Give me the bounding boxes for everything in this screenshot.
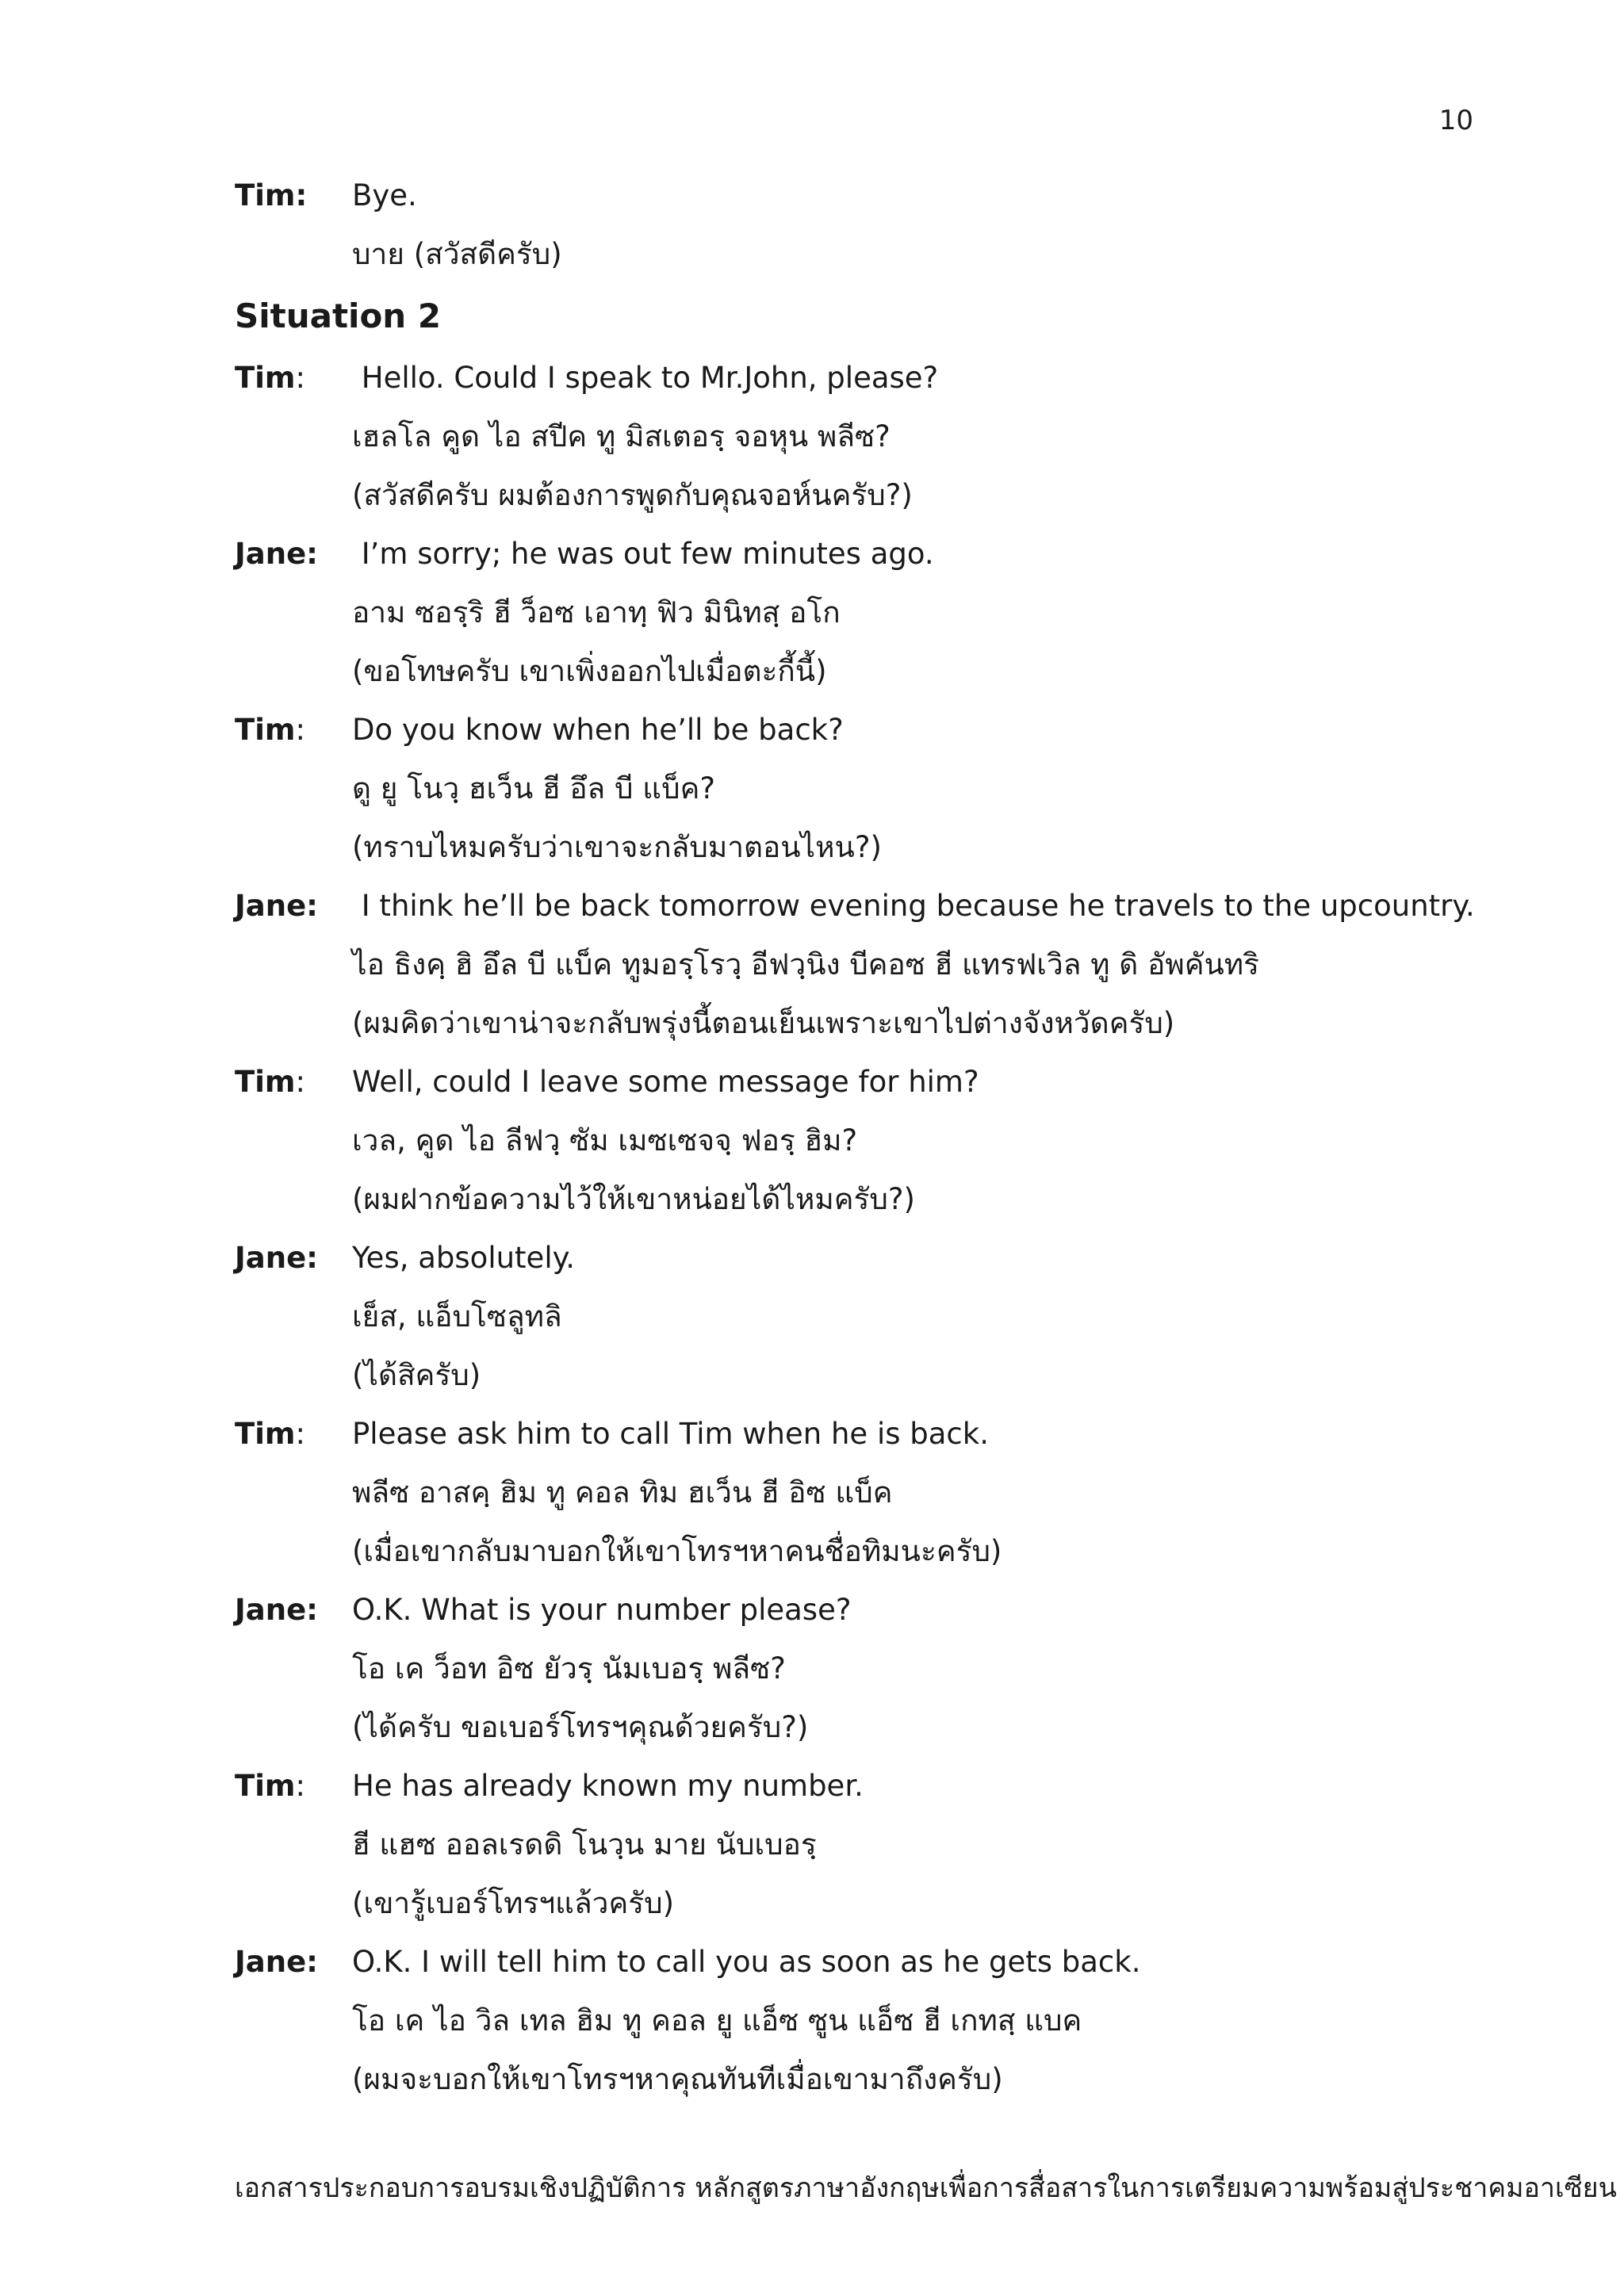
speaker-label bbox=[235, 701, 352, 760]
english-line: O.K. What is your number please? bbox=[352, 1593, 852, 1627]
thai-translation-line: (สวัสดีครับ ผมต้องการพูดกับคุณจอห์นครับ?) bbox=[352, 478, 913, 512]
dialogue-list bbox=[235, 349, 1503, 2109]
speaker-colon: : bbox=[295, 713, 305, 747]
speaker-label bbox=[235, 1933, 352, 1992]
page-number: 10 bbox=[1438, 105, 1473, 136]
thai-transliteration-line: บาย (สวัสดีครับ) bbox=[352, 237, 562, 271]
speaker-name: Jane: bbox=[235, 889, 318, 923]
dialogue-entry bbox=[235, 877, 1503, 1053]
thai-transliteration-line: ไอ ธิงคฺ ฮิ อึล บี แบ็ค ทูมอรฺโรวฺ อีฟวฺนิง บีคอซ ฮี แทรฟเวิล ทู ดิ อัพคันทริ bbox=[352, 947, 1260, 982]
english-line: Hello. Could I speak to Mr.John, please? bbox=[352, 361, 939, 395]
thai-transliteration-line: ดู ยู โนวฺ ฮเว็น ฮี อึล บี แบ็ค? bbox=[352, 771, 715, 806]
thai-transliteration-line: เฮลโล คูด ไอ สปีค ทู มิสเตอรฺ จอหุน พลีซ? bbox=[352, 419, 891, 453]
dialogue-entry bbox=[235, 525, 1503, 701]
speaker-label bbox=[235, 1405, 352, 1464]
thai-translation-line: (ทราบไหมครับว่าเขาจะกลับมาตอนไหน?) bbox=[352, 830, 882, 864]
english-line: He has already known my number. bbox=[352, 1769, 864, 1803]
thai-transliteration-line: โอ เค ว็อท อิซ ยัวรฺ นัมเบอรฺ พลีซ? bbox=[352, 1651, 786, 1686]
english-line: Please ask him to call Tim when he is back. bbox=[352, 1417, 989, 1451]
thai-translation-line: (ผมฝากข้อความไว้ให้เขาหน่อยได้ไหมครับ?) bbox=[352, 1182, 915, 1216]
dialogue-line bbox=[235, 1933, 1503, 1992]
dialogue-line bbox=[235, 1053, 1503, 1112]
dialogue-line bbox=[235, 166, 1503, 225]
dialogue-line bbox=[235, 1757, 1503, 1816]
english-line: Yes, absolutely. bbox=[352, 1241, 575, 1275]
dialogue-entry bbox=[235, 1757, 1503, 1933]
speaker-label bbox=[235, 1757, 352, 1816]
thai-transliteration-line: โอ เค ไอ วิล เทล ฮิม ทู คอล ยู แอ็ซ ซูน แอ็ซ ฮี เกทสฺ แบค bbox=[352, 2003, 1082, 2038]
thai-transliteration-line: เย็ส, แอ็บโซลูทลิ bbox=[352, 1299, 562, 1334]
speaker-label bbox=[235, 1053, 352, 1112]
english-line: O.K. I will tell him to call you as soon as he gets back. bbox=[352, 1945, 1141, 1979]
speaker-name: Jane: bbox=[235, 537, 318, 571]
dialogue-entry bbox=[235, 349, 1503, 525]
english-line: Bye. bbox=[352, 178, 417, 212]
english-line: I’m sorry; he was out few minutes ago. bbox=[352, 537, 934, 571]
dialogue-entry bbox=[235, 1229, 1503, 1405]
dialogue-entry bbox=[235, 1053, 1503, 1229]
thai-translation-line: (ผมจะบอกให้เขาโทรฯหาคุณทันทีเมื่อเขามาถึงครับ) bbox=[352, 2062, 1003, 2096]
dialogue-content bbox=[235, 166, 1503, 2109]
thai-transliteration-line: ฮี แฮซ ออลเรดดิ โนวฺน มาย นับเบอรฺ bbox=[352, 1827, 817, 1862]
dialogue-line bbox=[235, 525, 1503, 584]
dialogue-line bbox=[235, 701, 1503, 760]
thai-translation-line: (ได้ครับ ขอเบอร์โทรฯคุณด้วยครับ?) bbox=[352, 1710, 809, 1744]
speaker-colon: : bbox=[295, 1065, 305, 1099]
dialogue-line bbox=[235, 349, 1503, 408]
english-line: I think he’ll be back tomorrow evening because he travels to the upcountry. bbox=[352, 889, 1475, 923]
speaker-name: Tim bbox=[235, 1065, 296, 1099]
speaker-colon: : bbox=[295, 1417, 305, 1451]
english-line: Well, could I leave some message for him? bbox=[352, 1065, 979, 1099]
page-footer: เอกสารประกอบการอบรมเชิงปฏิบัติการ หลักสูตรภาษาอังกฤษเพื่อการสื่อสารในการเตรียมความพร้อมสู่ประชาคมอาเซียน bbox=[235, 2172, 1617, 2204]
thai-translation-line: (เมื่อเขากลับมาบอกให้เขาโทรฯหาคนชื่อทิมนะครับ) bbox=[352, 1534, 1002, 1568]
speaker-label bbox=[235, 349, 352, 408]
speaker-name: Tim bbox=[235, 713, 296, 747]
dialogue-entry bbox=[235, 1405, 1503, 1581]
situation-heading: Situation 2 bbox=[235, 297, 442, 335]
dialogue-line bbox=[235, 1405, 1503, 1464]
speaker-label bbox=[235, 1581, 352, 1640]
thai-translation-line: (เขารู้เบอร์โทรฯแล้วครับ) bbox=[352, 1886, 675, 1920]
dialogue-line bbox=[235, 877, 1503, 936]
speaker-label bbox=[235, 525, 352, 584]
speaker-name: Jane: bbox=[235, 1241, 318, 1275]
english-line: Do you know when he’ll be back? bbox=[352, 713, 844, 747]
speaker-name: Tim bbox=[235, 1769, 296, 1803]
dialogue-entry bbox=[235, 1933, 1503, 2109]
speaker-name: Tim bbox=[235, 1417, 296, 1451]
speaker-name: Jane: bbox=[235, 1593, 318, 1627]
speaker-name: Tim bbox=[235, 361, 296, 395]
thai-translation-line: (ผมคิดว่าเขาน่าจะกลับพรุ่งนี้ตอนเย็นเพราะเขาไปต่างจังหวัดครับ) bbox=[352, 1006, 1175, 1040]
dialogue-entry bbox=[235, 1581, 1503, 1757]
thai-transliteration-line: พลีซ อาสคฺ ฮิม ทู คอล ทิม ฮเว็น ฮี อิซ แบ็ค bbox=[352, 1475, 893, 1510]
thai-transliteration-line: เวล, คูด ไอ ลีฟวฺ ซัม เมซเซจจฺ ฟอรฺ ฮิม? bbox=[352, 1123, 858, 1158]
speaker-label bbox=[235, 1229, 352, 1288]
thai-translation-line: (ขอโทษครับ เขาเพิ่งออกไปเมื่อตะกี้นี้) bbox=[352, 654, 827, 688]
speaker-label bbox=[235, 877, 352, 936]
dialogue-line bbox=[235, 1581, 1503, 1640]
speaker-colon: : bbox=[295, 1769, 305, 1803]
thai-transliteration-line: อาม ซอรฺริ ฮี ว็อซ เอาทฺ ฟิว มินิทสฺ อโก bbox=[352, 595, 841, 629]
dialogue-line bbox=[235, 1229, 1503, 1288]
speaker-name: Jane: bbox=[235, 1945, 318, 1979]
dialogue-entry bbox=[235, 701, 1503, 877]
speaker-colon: : bbox=[295, 361, 305, 395]
thai-translation-line: (ได้สิครับ) bbox=[352, 1358, 481, 1392]
speaker-label: Tim: bbox=[235, 178, 308, 212]
